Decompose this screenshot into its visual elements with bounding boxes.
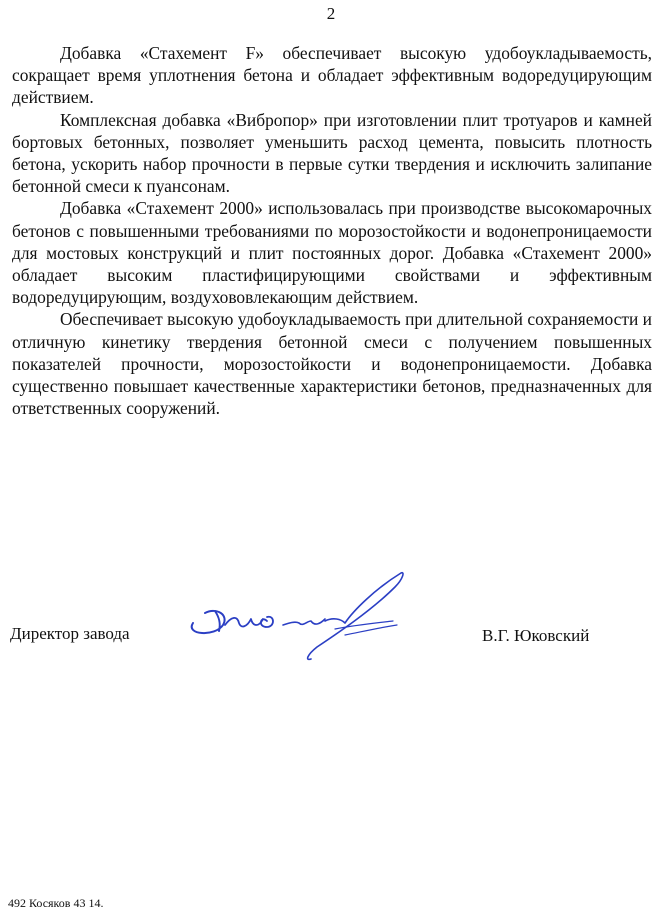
signatory-title: Директор завода — [10, 624, 130, 643]
paragraph-properties: Обеспечивает высокую удобоукладываемость при длительной сохраняемости и отличную кинетику твердения бетонной смеси с получением повышенных показателей прочности, морозостойкости и водонепроницаемости. Добавка существенно повышает качественные характеристики бетонов, предназначенных для ответственных сооружений. — [12, 309, 652, 419]
handwritten-signature — [175, 565, 425, 665]
letter-body — [12, 42, 652, 419]
paragraph-vibropor: Комплексная добавка «Вибропор» при изготовлении плит тротуаров и камней бортовых бетонных, позволяет уменьшить расход цемента, повысить плотность бетона, ускорить набор прочности в первые сутки твердения и исключить залипание бетонной смеси к пуансонам. — [12, 109, 652, 197]
signature-stroke — [192, 611, 225, 633]
signature-stroke — [225, 618, 263, 627]
signatory-name: В.Г. Юковский — [482, 626, 590, 645]
signature-stroke — [308, 573, 403, 660]
page-number: 2 — [326, 4, 336, 23]
footer-note: 492 Косяков 43 14. — [8, 896, 104, 910]
paragraph-stachement-f: Добавка «Стахемент F» обеспечивает высокую удобоукладываемость, сокращает время уплотнения бетона и обладает эффективным водоредуцирующим действием. — [12, 43, 652, 108]
paragraph-stachement-2000: Добавка «Стахемент 2000» использовалась при производстве высокомарочных бетонов с повышенными требованиями по морозостойкости и водонепроницаемости для мостовых конструкций и плит постоянных дорог. Добавка «Стахемент 2000» обладает высоким пластифицирующими свойствами и эффективным водоредуцирующим, воздухововлекающим действием. — [12, 198, 652, 308]
signature-stroke — [283, 619, 325, 625]
